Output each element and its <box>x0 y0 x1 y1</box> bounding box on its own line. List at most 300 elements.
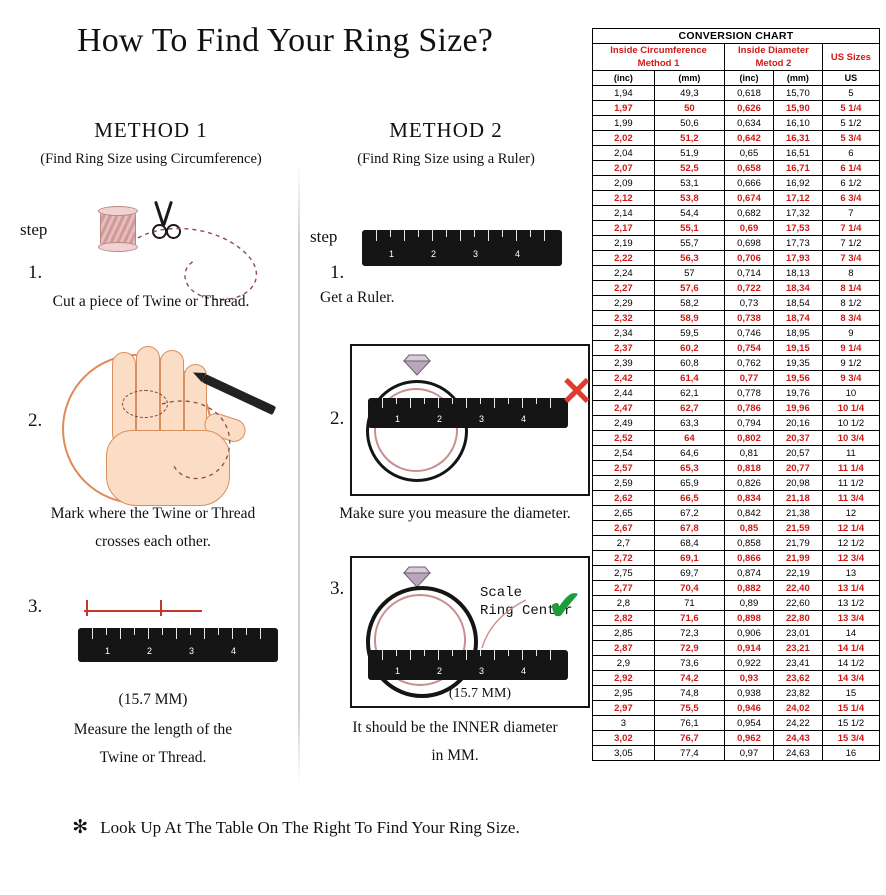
table-row <box>593 431 880 446</box>
table-cell: 7 1/4 <box>822 221 879 236</box>
table-cell: 66,5 <box>654 491 724 506</box>
table-cell: 13 1/2 <box>822 596 879 611</box>
table-row <box>593 686 880 701</box>
table-cell: 22,60 <box>773 596 822 611</box>
table-cell: 56,3 <box>654 251 724 266</box>
table-cell: 20,16 <box>773 416 822 431</box>
table-cell: 53,8 <box>654 191 724 206</box>
table-cell: 60,2 <box>654 341 724 356</box>
table-cell: 2,02 <box>593 131 655 146</box>
table-cell: 12 1/2 <box>822 536 879 551</box>
table-cell: 17,32 <box>773 206 822 221</box>
table-cell: 2,85 <box>593 626 655 641</box>
table-cell: 2,65 <box>593 506 655 521</box>
table-row <box>593 461 880 476</box>
table-row <box>593 551 880 566</box>
column-header-inc-2: (inc) <box>725 71 774 86</box>
table-cell: 14 3/4 <box>822 671 879 686</box>
method-1-step-3-number: 3. <box>28 596 43 617</box>
table-cell: 16,92 <box>773 176 822 191</box>
table-cell: 0,898 <box>725 611 774 626</box>
column-divider <box>298 165 300 785</box>
ruler-number-2: 2 <box>437 414 443 424</box>
table-cell: 24,22 <box>773 716 822 731</box>
hand-illustration <box>60 346 275 506</box>
table-cell: 74,8 <box>654 686 724 701</box>
table-cell: 15 1/4 <box>822 701 879 716</box>
method-2-step-2-caption: Make sure you measure the diameter. <box>339 505 571 522</box>
table-cell: 16,10 <box>773 116 822 131</box>
page-title: How To Find Your Ring Size? <box>76 22 494 59</box>
table-row <box>593 191 880 206</box>
table-row <box>593 371 880 386</box>
table-row <box>593 506 880 521</box>
ruler-number-1: 1 <box>395 414 401 424</box>
table-cell: 16 <box>822 746 879 761</box>
table-cell: 2,82 <box>593 611 655 626</box>
table-cell: 73,6 <box>654 656 724 671</box>
table-row <box>593 86 880 101</box>
table-cell: 0,922 <box>725 656 774 671</box>
method-1-step-1-caption: Cut a piece of Twine or Thread. <box>52 293 250 310</box>
column-header-inc-1: (inc) <box>593 71 655 86</box>
ruler-number-1: 1 <box>395 666 401 676</box>
table-cell: 53,1 <box>654 176 724 191</box>
table-cell: 13 3/4 <box>822 611 879 626</box>
footnote <box>0 816 592 839</box>
table-cell: 2,42 <box>593 371 655 386</box>
table-cell: 0,954 <box>725 716 774 731</box>
table-cell: 24,02 <box>773 701 822 716</box>
method-2-step-3-caption-line1: It should be the INNER diameter <box>352 719 558 736</box>
table-row <box>593 656 880 671</box>
table-cell: 2,37 <box>593 341 655 356</box>
conversion-table-body <box>593 86 880 761</box>
table-row <box>593 116 880 131</box>
table-cell: 9 3/4 <box>822 371 879 386</box>
table-cell: 8 <box>822 266 879 281</box>
column-header-mm-2: (mm) <box>773 71 822 86</box>
table-cell: 6 1/4 <box>822 161 879 176</box>
table-cell: 54,4 <box>654 206 724 221</box>
method-1-step-3-measure: (15.7 MM) <box>118 691 188 708</box>
table-cell: 0,698 <box>725 236 774 251</box>
ruler-number-3: 3 <box>189 646 195 656</box>
table-cell: 55,7 <box>654 236 724 251</box>
table-cell: 23,41 <box>773 656 822 671</box>
table-cell: 0,858 <box>725 536 774 551</box>
table-cell: 64,6 <box>654 446 724 461</box>
table-cell: 17,73 <box>773 236 822 251</box>
table-cell: 7 <box>822 206 879 221</box>
table-cell: 2,44 <box>593 386 655 401</box>
table-cell: 0,69 <box>725 221 774 236</box>
table-cell: 18,74 <box>773 311 822 326</box>
ruler-number-2: 2 <box>147 646 153 656</box>
table-row <box>593 296 880 311</box>
table-row <box>593 341 880 356</box>
table-cell: 0,618 <box>725 86 774 101</box>
table-cell: 22,19 <box>773 566 822 581</box>
table-cell: 20,77 <box>773 461 822 476</box>
table-cell: 2,9 <box>593 656 655 671</box>
table-cell: 16,31 <box>773 131 822 146</box>
scale-annotation-line1: Scale <box>480 585 523 601</box>
table-row <box>593 581 880 596</box>
table-cell: 65,9 <box>654 476 724 491</box>
table-cell: 20,57 <box>773 446 822 461</box>
unit-header-row <box>593 71 880 86</box>
conversion-chart-title: CONVERSION CHART <box>593 29 880 44</box>
group-header-us-sizes: US Sizes <box>822 44 879 71</box>
table-cell: 3,05 <box>593 746 655 761</box>
table-cell: 0,65 <box>725 146 774 161</box>
annotation-pointer <box>472 594 532 656</box>
table-cell: 20,37 <box>773 431 822 446</box>
table-cell: 72,9 <box>654 641 724 656</box>
column-header-us: US <box>822 71 879 86</box>
table-cell: 2,09 <box>593 176 655 191</box>
table-cell: 2,62 <box>593 491 655 506</box>
table-cell: 58,9 <box>654 311 724 326</box>
table-cell: 0,938 <box>725 686 774 701</box>
table-cell: 6 <box>822 146 879 161</box>
table-cell: 21,79 <box>773 536 822 551</box>
table-cell: 16,71 <box>773 161 822 176</box>
table-cell: 0,882 <box>725 581 774 596</box>
table-row <box>593 311 880 326</box>
table-cell: 0,658 <box>725 161 774 176</box>
table-row <box>593 266 880 281</box>
table-cell: 67,8 <box>654 521 724 536</box>
ruler-number-3: 3 <box>479 666 485 676</box>
table-row <box>593 491 880 506</box>
table-cell: 74,2 <box>654 671 724 686</box>
table-cell: 3 <box>593 716 655 731</box>
table-cell: 8 1/4 <box>822 281 879 296</box>
table-cell: 3,02 <box>593 731 655 746</box>
table-cell: 2,14 <box>593 206 655 221</box>
table-cell: 18,34 <box>773 281 822 296</box>
table-cell: 2,54 <box>593 446 655 461</box>
table-cell: 7 3/4 <box>822 251 879 266</box>
method-2-column <box>302 118 590 168</box>
table-cell: 24,63 <box>773 746 822 761</box>
table-cell: 0,642 <box>725 131 774 146</box>
ruler-aligned <box>368 650 568 680</box>
table-cell: 52,5 <box>654 161 724 176</box>
table-row <box>593 206 880 221</box>
table-cell: 15 1/2 <box>822 716 879 731</box>
table-cell: 61,4 <box>654 371 724 386</box>
gem-icon <box>400 566 434 588</box>
table-cell: 2,7 <box>593 536 655 551</box>
ruler-small <box>78 628 278 662</box>
table-row <box>593 716 880 731</box>
table-cell: 2,95 <box>593 686 655 701</box>
table-cell: 49,3 <box>654 86 724 101</box>
table-cell: 6 1/2 <box>822 176 879 191</box>
method-2-step-3-caption-line2: in MM. <box>431 747 479 764</box>
table-cell: 2,39 <box>593 356 655 371</box>
table-cell: 0,834 <box>725 491 774 506</box>
table-row <box>593 401 880 416</box>
table-cell: 2,24 <box>593 266 655 281</box>
table-row <box>593 536 880 551</box>
table-cell: 60,8 <box>654 356 724 371</box>
table-cell: 2,72 <box>593 551 655 566</box>
table-cell: 10 <box>822 386 879 401</box>
method-2-step-word: step <box>310 227 338 246</box>
table-cell: 17,53 <box>773 221 822 236</box>
table-cell: 76,7 <box>654 731 724 746</box>
table-cell: 12 3/4 <box>822 551 879 566</box>
method-2-step-3-measure: (15.7 MM) <box>448 686 512 701</box>
table-cell: 72,3 <box>654 626 724 641</box>
table-cell: 6 3/4 <box>822 191 879 206</box>
table-cell: 2,07 <box>593 161 655 176</box>
table-cell: 58,2 <box>654 296 724 311</box>
table-cell: 2,92 <box>593 671 655 686</box>
table-cell: 0,97 <box>725 746 774 761</box>
table-cell: 71,6 <box>654 611 724 626</box>
table-cell: 0,682 <box>725 206 774 221</box>
table-row <box>593 221 880 236</box>
table-cell: 75,5 <box>654 701 724 716</box>
table-cell: 1,97 <box>593 101 655 116</box>
table-cell: 19,15 <box>773 341 822 356</box>
table-row <box>593 356 880 371</box>
table-cell: 2,77 <box>593 581 655 596</box>
ruler-number-1: 1 <box>389 249 395 259</box>
table-row <box>593 131 880 146</box>
table-cell: 59,5 <box>654 326 724 341</box>
table-cell: 0,778 <box>725 386 774 401</box>
measured-thread-line <box>84 610 202 612</box>
method-1-step-3-caption-line2: Twine or Thread. <box>99 749 207 766</box>
table-cell: 50,6 <box>654 116 724 131</box>
method-2-step-1-caption: Get a Ruler. <box>320 289 395 306</box>
table-cell: 1,99 <box>593 116 655 131</box>
table-cell: 2,12 <box>593 191 655 206</box>
table-cell: 0,754 <box>725 341 774 356</box>
table-row <box>593 641 880 656</box>
table-cell: 10 1/2 <box>822 416 879 431</box>
table-cell: 50 <box>654 101 724 116</box>
table-cell: 2,52 <box>593 431 655 446</box>
table-cell: 16,51 <box>773 146 822 161</box>
table-cell: 23,82 <box>773 686 822 701</box>
table-cell: 2,97 <box>593 701 655 716</box>
table-cell: 22,80 <box>773 611 822 626</box>
table-cell: 12 1/4 <box>822 521 879 536</box>
ruler-number-1: 1 <box>105 646 111 656</box>
table-row <box>593 161 880 176</box>
table-cell: 21,18 <box>773 491 822 506</box>
table-cell: 5 1/2 <box>822 116 879 131</box>
table-row <box>593 626 880 641</box>
table-cell: 62,7 <box>654 401 724 416</box>
table-cell: 8 1/2 <box>822 296 879 311</box>
table-cell: 11 1/4 <box>822 461 879 476</box>
table-cell: 17,12 <box>773 191 822 206</box>
table-cell: 0,77 <box>725 371 774 386</box>
table-row <box>593 386 880 401</box>
table-cell: 19,96 <box>773 401 822 416</box>
panel-measure-wrong <box>350 344 590 496</box>
method-1-step-2-caption-line2: crosses each other. <box>95 533 211 550</box>
table-cell: 0,818 <box>725 461 774 476</box>
table-row <box>593 416 880 431</box>
method-1-heading: METHOD 1 <box>94 118 208 142</box>
table-cell: 20,98 <box>773 476 822 491</box>
table-cell: 0,73 <box>725 296 774 311</box>
table-row <box>593 281 880 296</box>
table-cell: 69,7 <box>654 566 724 581</box>
table-row <box>593 146 880 161</box>
table-row <box>593 671 880 686</box>
table-cell: 11 3/4 <box>822 491 879 506</box>
method-1-step-2-number: 2. <box>28 410 43 431</box>
table-cell: 22,40 <box>773 581 822 596</box>
table-cell: 57,6 <box>654 281 724 296</box>
ruler-number-4: 4 <box>515 249 521 259</box>
table-cell: 15 <box>822 686 879 701</box>
table-cell: 0,93 <box>725 671 774 686</box>
table-cell: 0,674 <box>725 191 774 206</box>
table-cell: 0,794 <box>725 416 774 431</box>
table-cell: 8 3/4 <box>822 311 879 326</box>
table-cell: 0,626 <box>725 101 774 116</box>
table-cell: 15,70 <box>773 86 822 101</box>
table-cell: 0,802 <box>725 431 774 446</box>
table-cell: 0,866 <box>725 551 774 566</box>
table-cell: 2,34 <box>593 326 655 341</box>
thread-mark-end <box>160 600 162 616</box>
asterisk-icon: ✻ <box>72 817 89 838</box>
table-cell: 65,3 <box>654 461 724 476</box>
table-cell: 70,4 <box>654 581 724 596</box>
table-cell: 63,3 <box>654 416 724 431</box>
ruler-number-2: 2 <box>437 666 443 676</box>
table-cell: 11 1/2 <box>822 476 879 491</box>
table-cell: 0,634 <box>725 116 774 131</box>
table-cell: 10 1/4 <box>822 401 879 416</box>
table-cell: 0,946 <box>725 701 774 716</box>
table-cell: 0,826 <box>725 476 774 491</box>
method-2-step-1-number: 1. <box>330 262 345 283</box>
table-cell: 10 3/4 <box>822 431 879 446</box>
table-row <box>593 611 880 626</box>
ruler-step-1 <box>362 230 562 266</box>
table-row <box>593 476 880 491</box>
table-cell: 2,49 <box>593 416 655 431</box>
method-1-step-1-number: 1. <box>28 262 43 283</box>
method-2-subtitle: (Find Ring Size using a Ruler) <box>357 151 535 167</box>
method-1-column <box>6 118 296 168</box>
table-row <box>593 176 880 191</box>
conversion-chart <box>592 28 882 761</box>
group-header-diameter: Inside Diameter Metod 2 <box>725 44 823 71</box>
ruler-number-3: 3 <box>479 414 485 424</box>
table-cell: 23,62 <box>773 671 822 686</box>
conversion-table <box>592 28 880 761</box>
ruler-number-4: 4 <box>521 666 527 676</box>
table-cell: 12 <box>822 506 879 521</box>
table-row <box>593 251 880 266</box>
ruler-number-4: 4 <box>521 414 527 424</box>
table-cell: 0,762 <box>725 356 774 371</box>
table-cell: 19,56 <box>773 371 822 386</box>
table-cell: 2,87 <box>593 641 655 656</box>
table-cell: 0,714 <box>725 266 774 281</box>
table-cell: 5 <box>822 86 879 101</box>
table-cell: 17,93 <box>773 251 822 266</box>
table-row <box>593 701 880 716</box>
method-1-step-word: step <box>20 220 48 239</box>
table-cell: 2,04 <box>593 146 655 161</box>
table-cell: 64 <box>654 431 724 446</box>
table-cell: 18,54 <box>773 296 822 311</box>
table-cell: 2,19 <box>593 236 655 251</box>
table-cell: 5 1/4 <box>822 101 879 116</box>
method-1-step-3-caption-line1: Measure the length of the <box>73 721 233 738</box>
table-cell: 2,27 <box>593 281 655 296</box>
method-1-step-2-caption-line1: Mark where the Twine or Thread <box>50 505 256 522</box>
table-row <box>593 326 880 341</box>
table-cell: 13 1/4 <box>822 581 879 596</box>
method-2-step-2-number: 2. <box>330 408 345 429</box>
scale-annotation-line2: Ring Center <box>480 603 573 619</box>
table-cell: 0,874 <box>725 566 774 581</box>
table-row <box>593 101 880 116</box>
table-cell: 2,22 <box>593 251 655 266</box>
table-cell: 7 1/2 <box>822 236 879 251</box>
column-header-mm-1: (mm) <box>654 71 724 86</box>
table-cell: 24,43 <box>773 731 822 746</box>
table-cell: 21,38 <box>773 506 822 521</box>
table-row <box>593 596 880 611</box>
table-row <box>593 566 880 581</box>
table-cell: 18,95 <box>773 326 822 341</box>
table-cell: 0,914 <box>725 641 774 656</box>
table-cell: 21,59 <box>773 521 822 536</box>
method-2-step-3-number: 3. <box>330 578 345 599</box>
table-cell: 23,21 <box>773 641 822 656</box>
check-icon: ✔ <box>548 583 582 628</box>
table-cell: 0,786 <box>725 401 774 416</box>
thread-mark-start <box>86 600 88 616</box>
footnote-text: Look Up At The Table On The Right To Find Your Ring Size. <box>100 818 520 837</box>
ruler-number-2: 2 <box>431 249 437 259</box>
table-row <box>593 746 880 761</box>
table-row <box>593 446 880 461</box>
table-cell: 18,13 <box>773 266 822 281</box>
gem-icon <box>400 354 434 376</box>
table-cell: 9 1/4 <box>822 341 879 356</box>
table-cell: 0,722 <box>725 281 774 296</box>
table-cell: 0,89 <box>725 596 774 611</box>
table-cell: 77,4 <box>654 746 724 761</box>
table-cell: 2,8 <box>593 596 655 611</box>
table-cell: 1,94 <box>593 86 655 101</box>
table-cell: 67,2 <box>654 506 724 521</box>
table-row <box>593 731 880 746</box>
table-cell: 2,67 <box>593 521 655 536</box>
table-cell: 62,1 <box>654 386 724 401</box>
table-cell: 76,1 <box>654 716 724 731</box>
table-cell: 0,706 <box>725 251 774 266</box>
